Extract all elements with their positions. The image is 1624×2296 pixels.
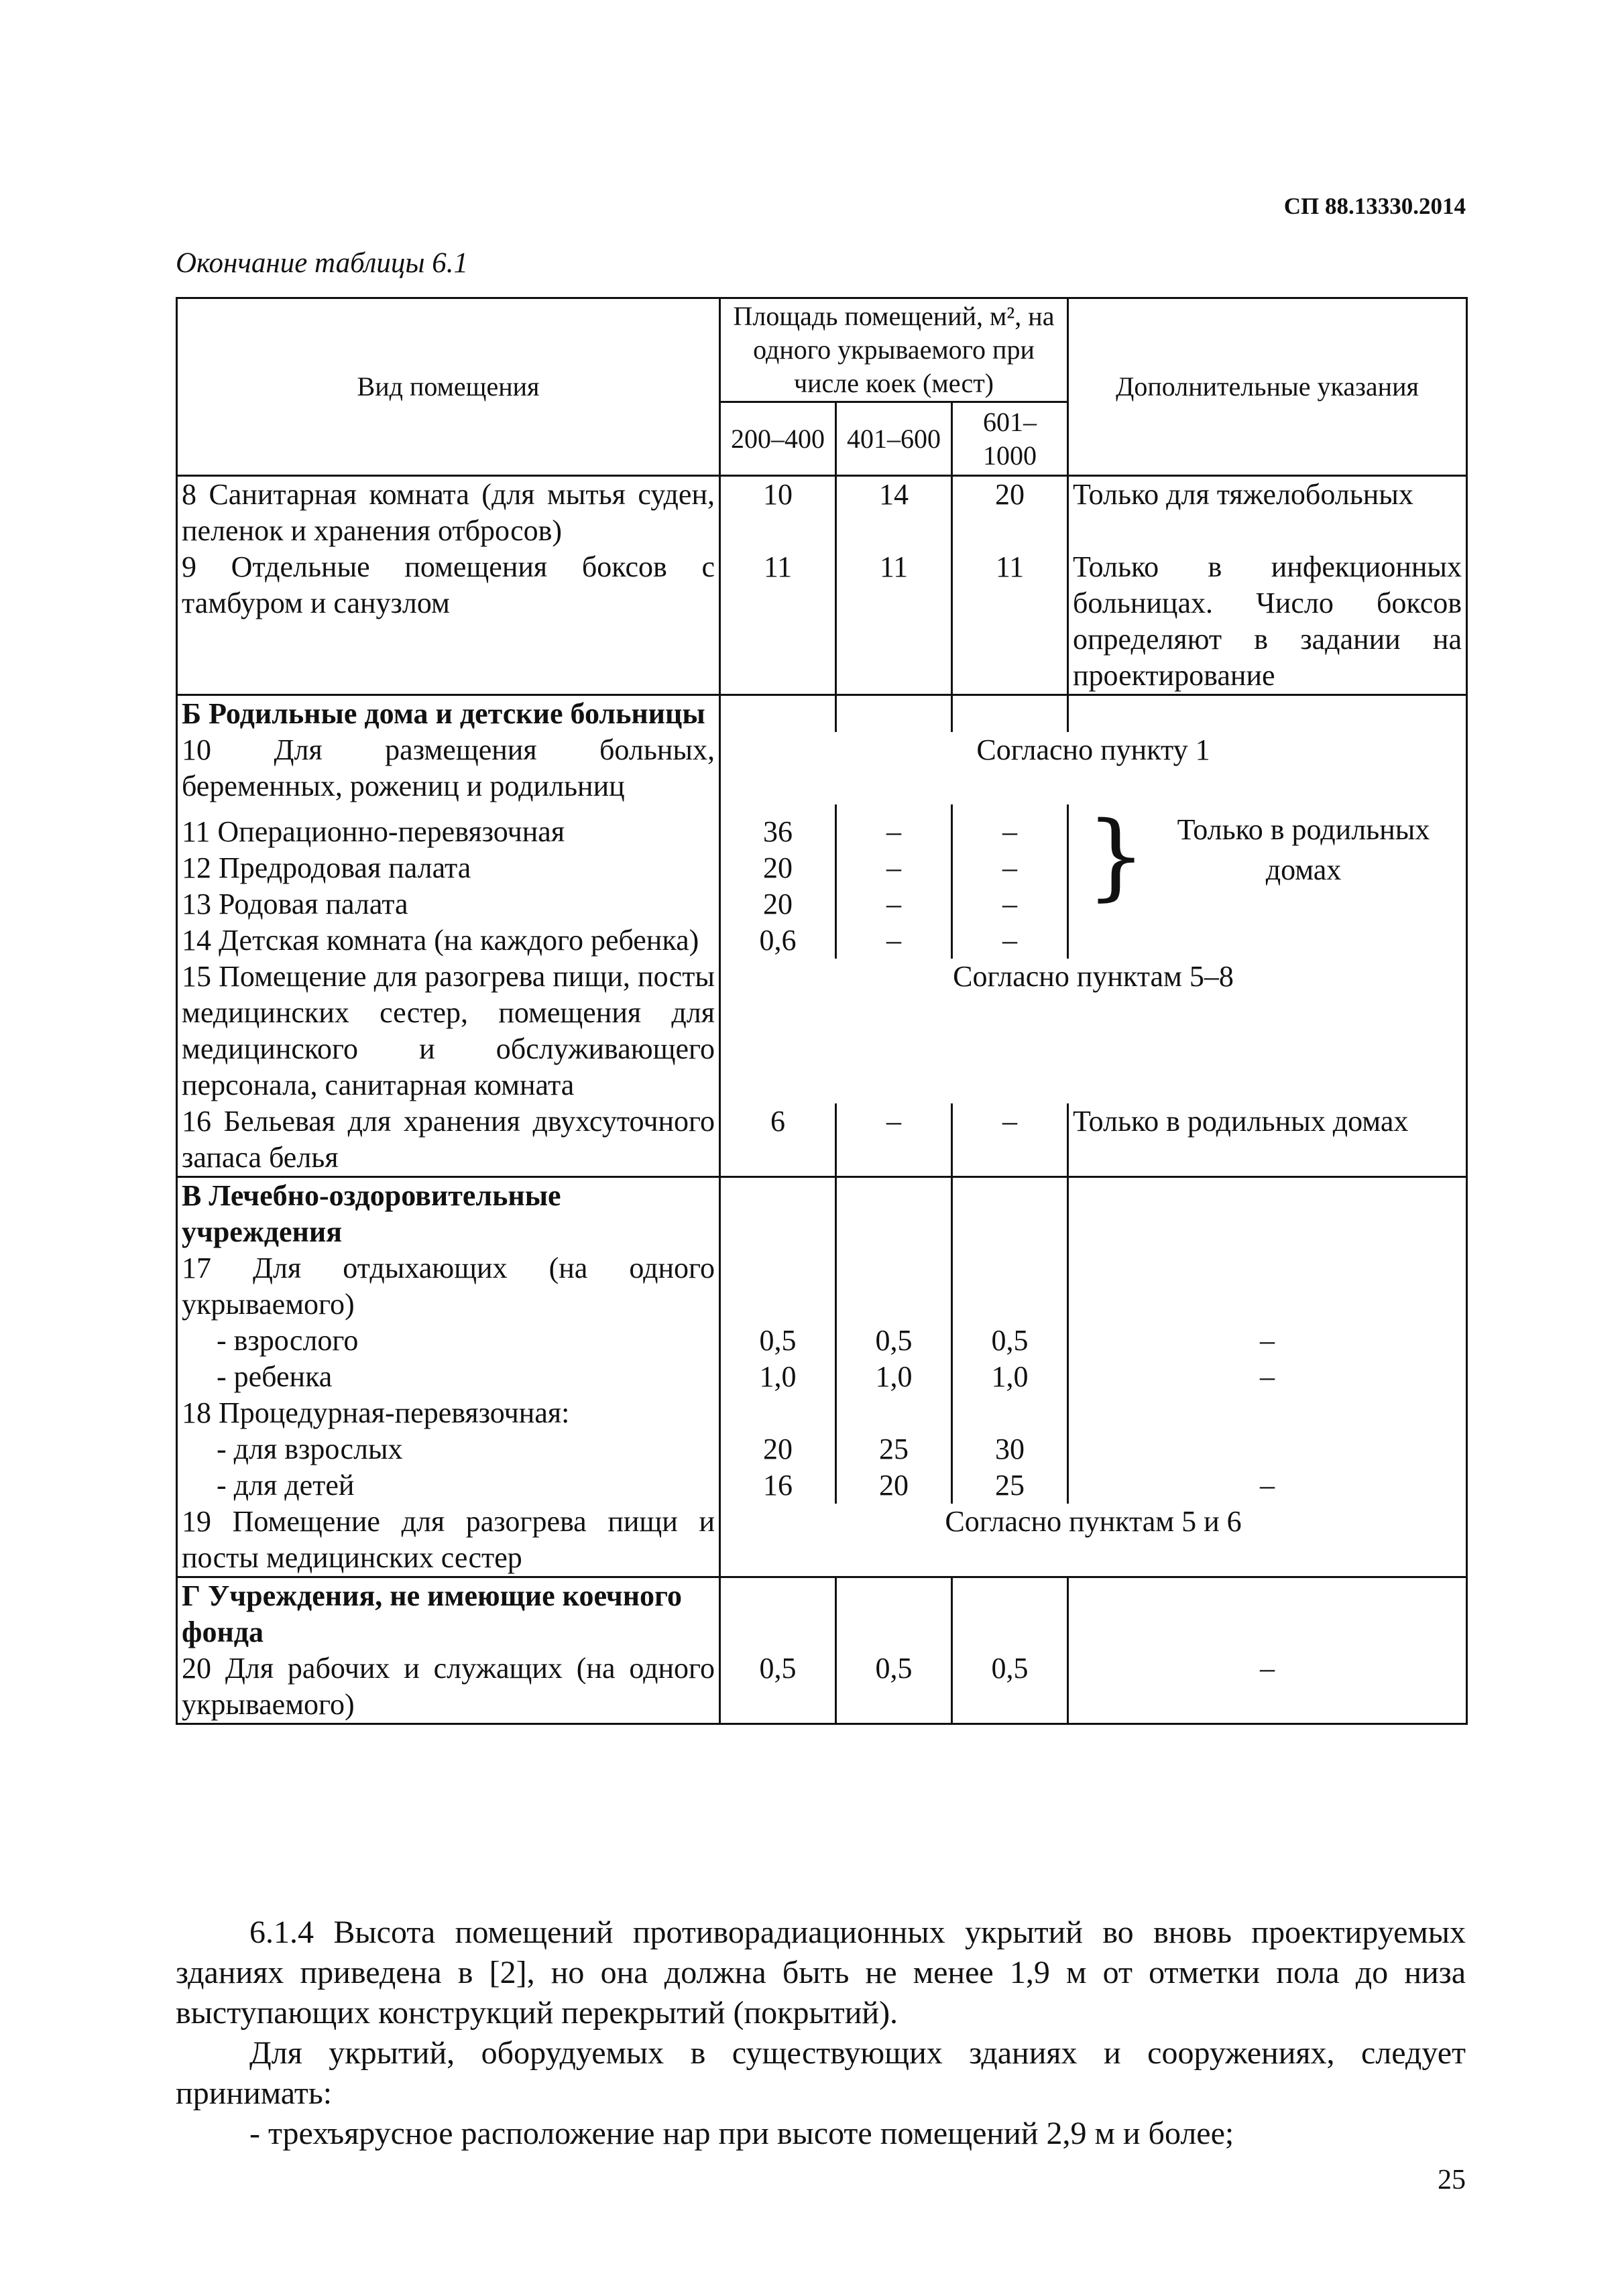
cell-value: 0,5	[720, 1650, 836, 1724]
cell-value: 14	[836, 476, 952, 550]
cell-value: 0,5	[720, 1323, 836, 1359]
row-name: - для детей	[177, 1467, 720, 1504]
cell-value: –	[836, 850, 952, 886]
row-name: 16 Бельевая для хранения двухсуточного запаса белья	[177, 1103, 720, 1177]
row-name: - взрослого	[177, 1323, 720, 1359]
cell-note: –	[1068, 1323, 1467, 1359]
cell-value: 25	[952, 1467, 1068, 1504]
cell-value: 11	[952, 549, 1068, 695]
rooms-area-table	[176, 297, 1468, 1725]
cell-note: Только в родильных домах	[1068, 1103, 1467, 1177]
cell-value: 0,5	[952, 1323, 1068, 1359]
cell-note: –	[1068, 1467, 1467, 1504]
cell-value: 20	[720, 886, 836, 922]
cell-value: 10	[720, 476, 836, 550]
cell-note: Только для тяжелобольных	[1068, 476, 1467, 550]
cell-value: 0,5	[836, 1650, 952, 1724]
table-row	[177, 959, 1467, 1103]
document-code: СП 88.13330.2014	[1283, 193, 1466, 219]
section-row	[177, 695, 1467, 733]
table-row	[177, 1650, 1467, 1724]
cell-value: 16	[720, 1467, 836, 1504]
cell-value: 20	[720, 1431, 836, 1467]
list-item: - трехъярусное расположение нар при высоте помещений 2,9 м и более;	[249, 2116, 1234, 2151]
table-row	[177, 1431, 1467, 1467]
table-row	[177, 1359, 1467, 1395]
table-row	[177, 1395, 1467, 1431]
header-room-type: Вид помещения	[177, 298, 720, 476]
row-name: 17 Для отдыхающих (на одного укрываемого)	[177, 1250, 720, 1323]
table-row	[177, 1103, 1467, 1177]
cell-value: 20	[952, 476, 1068, 550]
row-name: 12 Предродовая палата	[177, 850, 720, 886]
cell-value: 11	[720, 549, 836, 695]
cell-value: 1,0	[952, 1359, 1068, 1395]
cell-value: 1,0	[836, 1359, 952, 1395]
section-title-b: Б Родильные дома и детские больницы	[177, 695, 720, 733]
row-name: 9 Отдельные помещения боксов с тамбуром и санузлом	[177, 549, 720, 695]
cell-value: 20	[720, 850, 836, 886]
table-row	[177, 1504, 1467, 1577]
cell-value: 30	[952, 1431, 1068, 1467]
cell-value: –	[952, 922, 1068, 959]
cell-brace-note	[1068, 804, 1467, 959]
page-number: 25	[1438, 2165, 1466, 2195]
cell-value: –	[952, 886, 1068, 922]
row-name: 19 Помещение для разогрева пищи и посты медицинских сестер	[177, 1504, 720, 1577]
cell-note: Только в инфекционных больницах. Число боксов определяют в задании на проектирование	[1068, 549, 1467, 695]
cell-value: 0,5	[952, 1650, 1068, 1724]
cell-value: 20	[836, 1467, 952, 1504]
cell-value: 0,5	[836, 1323, 952, 1359]
header-col-401-600: 401–600	[836, 402, 952, 476]
cell-value: –	[952, 850, 1068, 886]
section-title-v: В Лечебно-оздоровительные учреждения	[177, 1177, 720, 1251]
row-name: 11 Операционно-перевязочная	[177, 804, 720, 850]
cell-value: 11	[836, 549, 952, 695]
row-name: 8 Санитарная комната (для мытья суден, пеленок и хранения отбросов)	[177, 476, 720, 550]
cell-value: 0,6	[720, 922, 836, 959]
section-title-g: Г Учреждения, не имеющие коечного фонда	[177, 1577, 720, 1651]
cell-span-note: Согласно пунктам 5 и 6	[720, 1504, 1467, 1577]
section-row	[177, 1577, 1467, 1651]
table-row	[177, 804, 1467, 850]
row-name: 10 Для размещения больных, беременных, рожениц и родильниц	[177, 732, 720, 804]
cell-value: –	[836, 886, 952, 922]
cell-value: 36	[720, 804, 836, 850]
header-area-group: Площадь помещений, м², на одного укрываемого при числе коек (мест)	[720, 298, 1068, 402]
row-name: 15 Помещение для разогрева пищи, посты медицинских сестер, помещения для медицинского и обслуживающего персонала, санитарная комната	[177, 959, 720, 1103]
cell-value: –	[836, 804, 952, 850]
section-row	[177, 1177, 1467, 1251]
cell-note: –	[1068, 1650, 1467, 1724]
table-row	[177, 1250, 1467, 1323]
cell-note	[1068, 1431, 1467, 1467]
row-name: 14 Детская комната (на каждого ребенка)	[177, 922, 720, 959]
header-col-200-400: 200–400	[720, 402, 836, 476]
cell-value: 1,0	[720, 1359, 836, 1395]
table-row	[177, 476, 1467, 550]
cell-value: –	[836, 922, 952, 959]
brace-note-text: Только в родильных домах	[1177, 813, 1430, 886]
cell-value: –	[952, 1103, 1068, 1177]
header-notes: Дополнительные указания	[1068, 298, 1467, 476]
header-col-601-1000: 601–1000	[952, 402, 1068, 476]
brace-icon: }	[1086, 802, 1147, 911]
cell-span-note: Согласно пунктам 5–8	[720, 959, 1467, 1103]
table-row	[177, 1467, 1467, 1504]
table-header-row	[177, 298, 1467, 402]
row-name: 18 Процедурная-перевязочная:	[177, 1395, 720, 1431]
table-row	[177, 549, 1467, 695]
cell-value: 25	[836, 1431, 952, 1467]
table-caption: Окончание таблицы 6.1	[176, 247, 469, 279]
row-name: 20 Для рабочих и служащих (на одного укрываемого)	[177, 1650, 720, 1724]
row-name: - для взрослых	[177, 1431, 720, 1467]
cell-value: –	[952, 804, 1068, 850]
paragraph-6-1-4: 6.1.4 Высота помещений противорадиационных укрытий во вновь проектируемых зданиях приведена в [2], но она должна быть не менее 1,9 м от отметки пола до низа выступающих конструкций перекрытий (покрытий).	[176, 1915, 1466, 2031]
cell-value: 6	[720, 1103, 836, 1177]
cell-span-note: Согласно пункту 1	[720, 732, 1467, 804]
paragraph-existing-shelters: Для укрытий, оборудуемых в существующих зданиях и сооружениях, следует принимать:	[176, 2035, 1466, 2111]
row-name: 13 Родовая палата	[177, 886, 720, 922]
row-name: - ребенка	[177, 1359, 720, 1395]
table-row	[177, 1323, 1467, 1359]
cell-value: –	[836, 1103, 952, 1177]
cell-note: –	[1068, 1359, 1467, 1395]
table-row	[177, 732, 1467, 804]
